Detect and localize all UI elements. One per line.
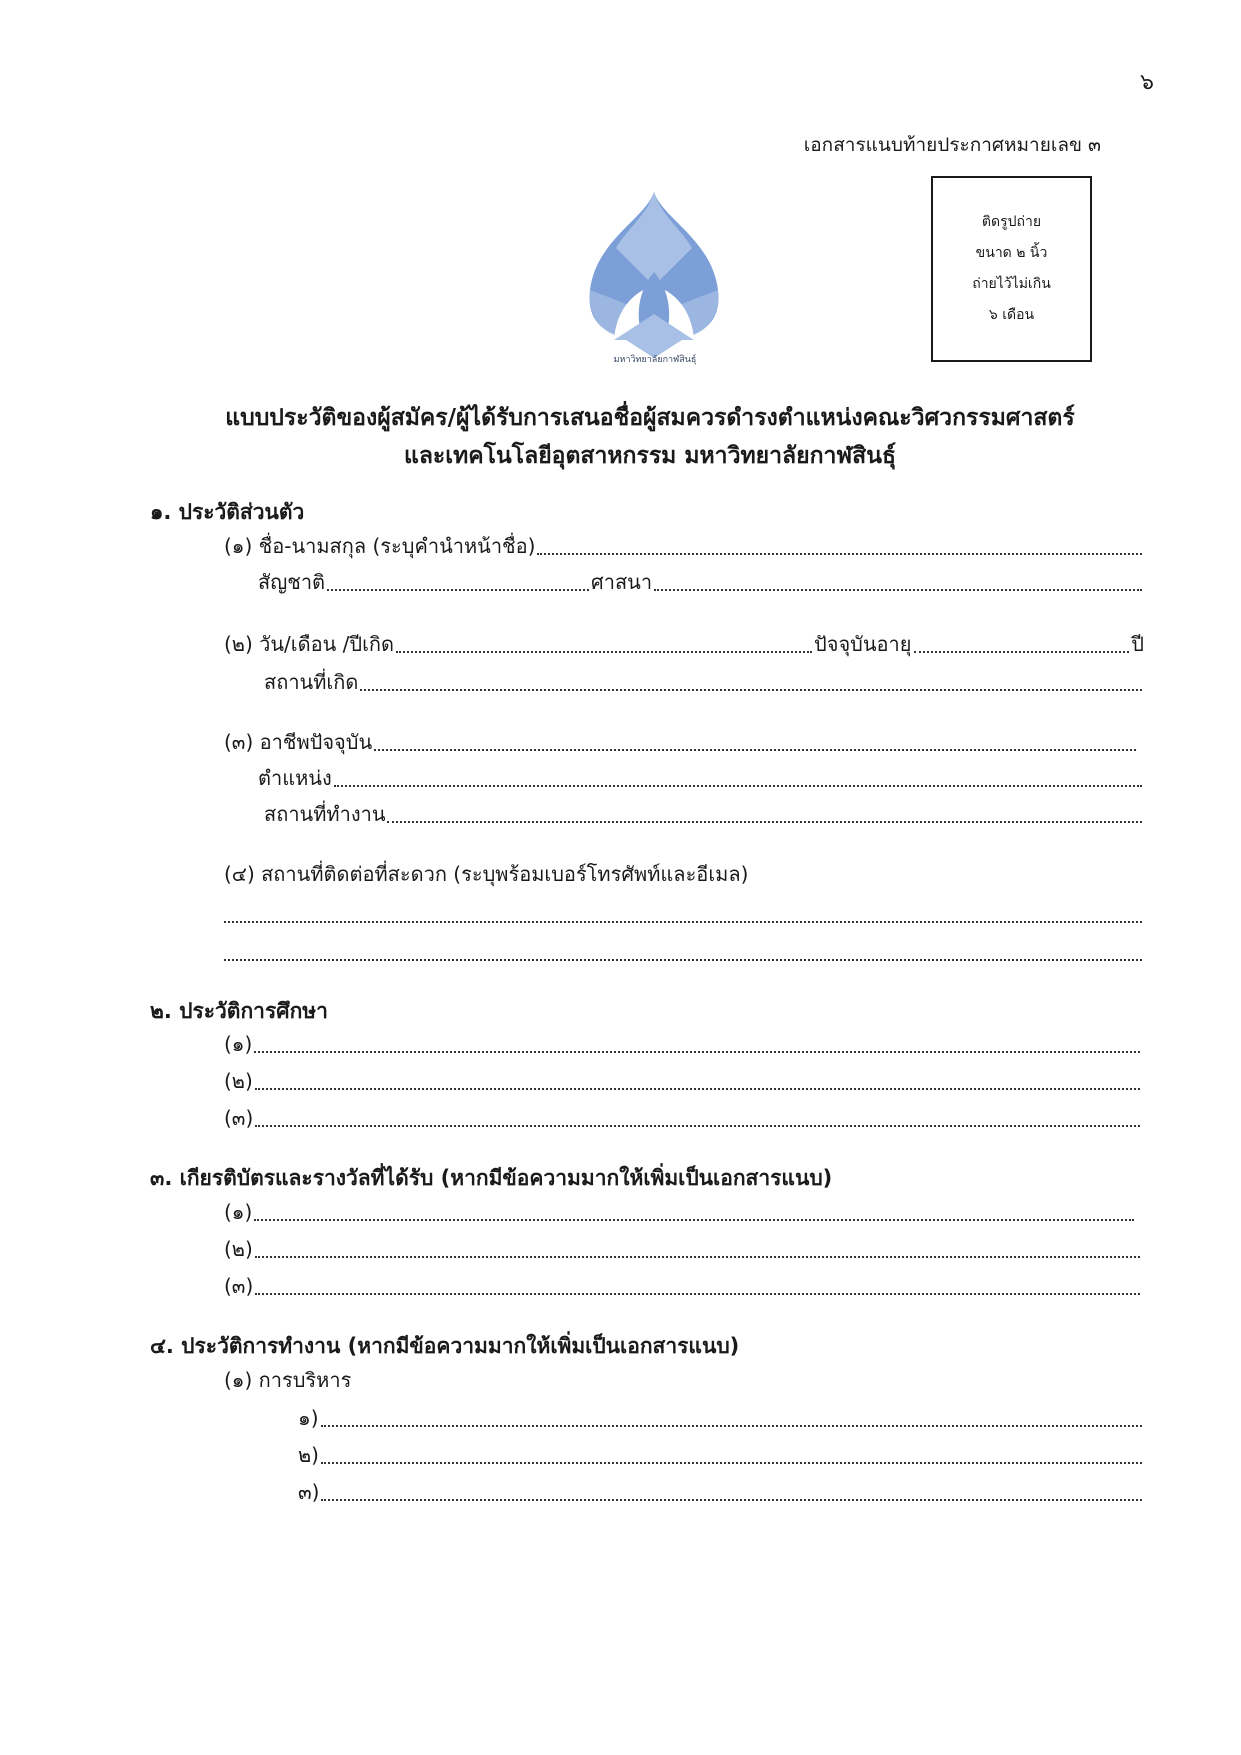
administration-item-label: ๒) xyxy=(298,1443,319,1467)
document-reference: เอกสารแนบท้ายประกาศหมายเลข ๓ xyxy=(803,134,1101,156)
award-row[interactable] xyxy=(224,1198,1136,1228)
award-item-label: (๓) xyxy=(224,1274,254,1298)
occupation-blank[interactable] xyxy=(374,749,1136,751)
award-item-label: (๑) xyxy=(224,1200,253,1224)
administration-blank[interactable] xyxy=(321,1425,1143,1427)
religion-blank[interactable] xyxy=(654,589,1142,591)
administration-row[interactable] xyxy=(298,1478,1144,1508)
education-row[interactable] xyxy=(224,1030,1142,1060)
award-blank[interactable] xyxy=(254,1219,1134,1221)
section-4-heading: ๔. ประวัติการทำงาน (หากมีข้อความมากให้เพิ่มเป็นเอกสารแนบ) xyxy=(150,1334,740,1358)
age-blank[interactable] xyxy=(914,651,1130,653)
education-item-label: (๓) xyxy=(224,1106,254,1130)
contact-line-1[interactable] xyxy=(224,900,1144,930)
name-field-row[interactable] xyxy=(224,532,1144,562)
award-blank[interactable] xyxy=(255,1256,1140,1258)
birthdate-label: (๒) วัน/เดือน /ปีเกิด xyxy=(224,632,395,656)
position-row[interactable] xyxy=(258,764,1144,794)
award-item-label: (๒) xyxy=(224,1237,253,1261)
administration-blank[interactable] xyxy=(321,1499,1142,1501)
contact-blank[interactable] xyxy=(224,921,1142,923)
section-2-heading: ๒. ประวัติการศึกษา xyxy=(150,999,328,1023)
contact-line-2[interactable] xyxy=(224,938,1144,968)
award-blank[interactable] xyxy=(255,1293,1140,1295)
nationality-blank[interactable] xyxy=(327,589,589,591)
birthplace-blank[interactable] xyxy=(360,689,1142,691)
name-label: (๑) ชื่อ-นามสกุล (ระบุคำนำหน้าชื่อ) xyxy=(224,534,536,558)
age-label: ปัจจุบันอายุ xyxy=(814,632,912,656)
birthplace-row[interactable] xyxy=(264,668,1144,698)
contact-label: (๔) สถานที่ติดต่อที่สะดวก (ระบุพร้อมเบอร์โทรศัพท์และอีเมล) xyxy=(224,862,749,886)
photo-box-line: ขนาด ๒ นิ้ว xyxy=(975,245,1048,261)
award-row[interactable] xyxy=(224,1272,1142,1302)
age-unit: ปี xyxy=(1131,632,1144,656)
religion-label: ศาสนา xyxy=(591,570,653,594)
workplace-row[interactable] xyxy=(264,800,1144,830)
position-blank[interactable] xyxy=(334,785,1142,787)
administration-row[interactable] xyxy=(298,1441,1144,1471)
administration-label: (๑) การบริหาร xyxy=(224,1368,352,1392)
education-blank[interactable] xyxy=(255,1088,1140,1090)
position-label: ตำแหน่ง xyxy=(258,766,332,790)
administration-item-label: ๓) xyxy=(298,1480,320,1504)
administration-row[interactable] xyxy=(298,1404,1144,1434)
occupation-row[interactable] xyxy=(224,728,1138,758)
form-title-line-1: แบบประวัติของผู้สมัคร/ผู้ได้รับการเสนอชื่อผู้สมควรดำรงตำแหน่งคณะวิศวกรรมศาสตร์ xyxy=(225,405,1075,431)
education-item-label: (๒) xyxy=(224,1069,253,1093)
workplace-label: สถานที่ทำงาน xyxy=(264,802,386,826)
contact-blank[interactable] xyxy=(224,959,1142,961)
section-1-heading: ๑. ประวัติส่วนตัว xyxy=(150,500,305,524)
education-row[interactable] xyxy=(224,1104,1142,1134)
administration-label-row xyxy=(224,1366,724,1396)
contact-label-row xyxy=(224,860,1144,890)
photo-box-line: ติดรูปถ่าย xyxy=(981,214,1042,230)
section-3-heading: ๓. เกียรติบัตรและรางวัลที่ได้รับ (หากมีข้อความมากให้เพิ่มเป็นเอกสารแนบ) xyxy=(150,1166,833,1190)
education-blank[interactable] xyxy=(255,1125,1140,1127)
nationality-label: สัญชาติ xyxy=(258,570,326,594)
photo-placeholder-box xyxy=(931,176,1092,362)
award-row[interactable] xyxy=(224,1235,1142,1265)
birthdate-age-row[interactable] xyxy=(224,630,1144,660)
education-blank[interactable] xyxy=(254,1051,1140,1053)
page-number: ๖ xyxy=(1140,70,1154,95)
education-item-label: (๑) xyxy=(224,1032,253,1056)
birthplace-label: สถานที่เกิด xyxy=(264,670,359,694)
nationality-religion-row[interactable] xyxy=(258,568,1144,598)
university-logo-icon xyxy=(586,190,722,362)
photo-box-line: ถ่ายไว้ไม่เกิน xyxy=(972,276,1051,292)
administration-item-label: ๑) xyxy=(298,1406,319,1430)
workplace-blank[interactable] xyxy=(387,821,1142,823)
education-row[interactable] xyxy=(224,1067,1142,1097)
name-blank[interactable] xyxy=(537,553,1142,555)
birthdate-blank[interactable] xyxy=(396,651,812,653)
photo-box-line: ๖ เดือน xyxy=(988,307,1035,323)
form-title-line-2: และเทคโนโลยีอุตสาหกรรม มหาวิทยาลัยกาฬสินธุ์ xyxy=(404,443,896,469)
occupation-label: (๓) อาชีพปัจจุบัน xyxy=(224,730,373,754)
administration-blank[interactable] xyxy=(321,1462,1142,1464)
logo-caption: มหาวิทยาลัยกาฬสินธุ์ xyxy=(613,355,697,365)
